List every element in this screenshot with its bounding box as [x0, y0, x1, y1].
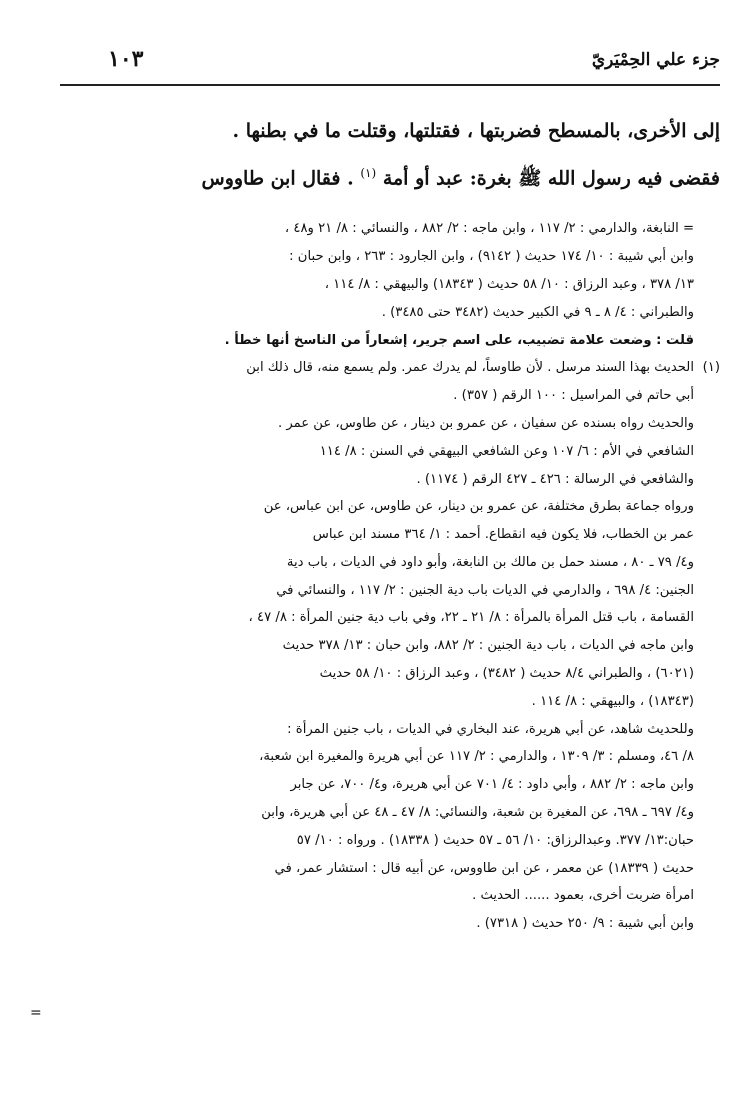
- footnote-line: والطبراني : ٤/ ٨ ـ ٩ في الكبير حديث (٣٤٨٢ حتى ٣٤٨٥) .: [381, 304, 694, 320]
- footnote-line: وابن أبي شيبة : ٩/ ٢٥٠ حديث ( ٧٣١٨) .: [476, 916, 694, 932]
- footnote-line: و٤/ ٧٩ ـ ٨٠ ، مسند حمل بن مالك بن النابغة، وأبو داود في الديات ، باب دية: [286, 554, 694, 570]
- header-rule: [60, 84, 720, 86]
- footnote-line: ورواه جماعة بطرق مختلفة، عن عمرو بن دينار، عن طاوس، عن ابن عباس، عن: [263, 499, 694, 515]
- footnote-reference: (١): [360, 166, 377, 180]
- footnote-line: حديث ( ١٨٣٣٩) عن معمر ، عن ابن طاووس، عن أبيه قال : استشار عمر، في: [274, 860, 694, 876]
- main-line: [60, 152, 720, 199]
- running-title: جزء علي الحِمْيَريّ: [591, 50, 720, 70]
- footnote-line: الشافعي في الأم : ٦/ ١٠٧ وعن الشافعي البيهقي في السنن : ٨/ ١١٤: [319, 443, 694, 459]
- footnote-number: (١): [702, 360, 720, 376]
- footnote-text: الحديث بهذا السند مرسل . لأن طاوساً، لم يدرك عمر. ولم يسمع منه، قال ذلك ابن: [246, 360, 694, 376]
- footnote-line: امرأة ضربت أخرى، بعمود ...... الحديث .: [472, 888, 694, 904]
- footnote-line: ١٣/ ٣٧٨ ، وعبد الرزاق : ١٠/ ٥٨ حديث ( ١٨٣٤٣) والبيهقي : ٨/ ١١٤ ،: [324, 276, 694, 292]
- footnote-line: = النابغة، والدارمي : ٢/ ١١٧ ، وابن ماجه : ٢/ ٨٨٢ ، والنسائي : ٨/ ٢١ و٤٨ ،: [284, 221, 694, 237]
- footnote-line: أبي حاتم في المراسيل : ١٠٠ الرقم ( ٣٥٧) .: [453, 388, 694, 404]
- footnote-line: حبان:١٣/ ٣٧٧. وعبدالرزاق: ١٠/ ٥٦ ـ ٥٧ حديث ( ١٨٣٣٨) . ورواه : ١٠/ ٥٧: [296, 832, 694, 848]
- footnote-line: و٤/ ٦٩٧ ـ ٦٩٨، عن المغيرة بن شعبة، والنسائي: ٨/ ٤٧ ـ ٤٨ عن أبي هريرة، وابن: [261, 805, 694, 821]
- footnotes: [60, 215, 720, 938]
- footnote-line: (١٨٣٤٣) ، والبيهقي : ٨/ ١١٤ .: [531, 693, 694, 709]
- footnote-line: والحديث رواه بسنده عن سفيان ، عن عمرو بن دينار ، عن طاوس، عن عمر .: [277, 415, 694, 431]
- page-header: [60, 40, 720, 88]
- page: [60, 40, 720, 938]
- footnote-line: عمر بن الخطاب، فلا يكون فيه انقطاع. أحمد : ١/ ٣٦٤ مسند ابن عباس: [312, 527, 694, 543]
- footnote-line: وابن أبي شيبة : ١٠/ ١٧٤ حديث ( ٩١٤٢) ، وابن الجارود : ٢٦٣ ، وابن حبان :: [289, 249, 694, 265]
- footnote-line: والشافعي في الرسالة : ٤٢٦ ـ ٤٢٧ الرقم ( ١١٧٤) .: [416, 471, 694, 487]
- footnote-line: الجنين: ٤/ ٦٩٨ ، والدارمي في الديات باب دية الجنين : ٢/ ١١٧ ، والنسائي في: [276, 582, 694, 598]
- footnote-line: قلت : وضعت علامة تضبيب، على اسم جرير، إشعاراً من الناسخ أنها خطأ .: [224, 332, 694, 348]
- page-number: ١٠٣: [108, 46, 144, 72]
- footnote-line: وللحديث شاهد، عن أبي هريرة، عند البخاري في الديات ، باب جنين المرأة :: [287, 721, 694, 737]
- footnote-line: القسامة ، باب قتل المرأة بالمرأة : ٨/ ٢١ ـ ٢٢، وفي باب دية جنين المرأة : ٨/ ٤٧ ،: [248, 610, 694, 626]
- main-line-text: فقضى فيه رسول الله ﷺ بغرة: عبد أو أمة: [382, 167, 720, 190]
- footnote-line: [60, 354, 720, 382]
- main-line-text: . فقال ابن طاووس: [201, 167, 354, 190]
- continuation-mark: =: [30, 1005, 42, 1021]
- footnote-line: (٦٠٢١) ، والطبراني ٨/٤ حديث ( ٣٤٨٢) ، وعبد الرزاق : ١٠/ ٥٨ حديث: [319, 666, 694, 682]
- main-line: إلى الأخرى، بالمسطح فضربتها ، فقتلتها، وقتلت ما في بطنها .: [232, 120, 720, 142]
- main-text: [60, 110, 720, 199]
- footnote-line: وابن ماجه : ٢/ ٨٨٢ ، وأبي داود : ٤/ ٧٠١ عن أبي هريرة، و٤/ ٧٠٠، عن جابر: [290, 777, 694, 793]
- footnote-line: ٨/ ٤٦، ومسلم : ٣/ ١٣٠٩ ، والدارمي : ٢/ ١١٧ عن أبي هريرة والمغيرة ابن شعبة،: [259, 749, 694, 765]
- footnote-line: وابن ماجه في الديات ، باب دية الجنين : ٢/ ٨٨٢، وابن حبان : ١٣/ ٣٧٨ حديث: [282, 638, 694, 654]
